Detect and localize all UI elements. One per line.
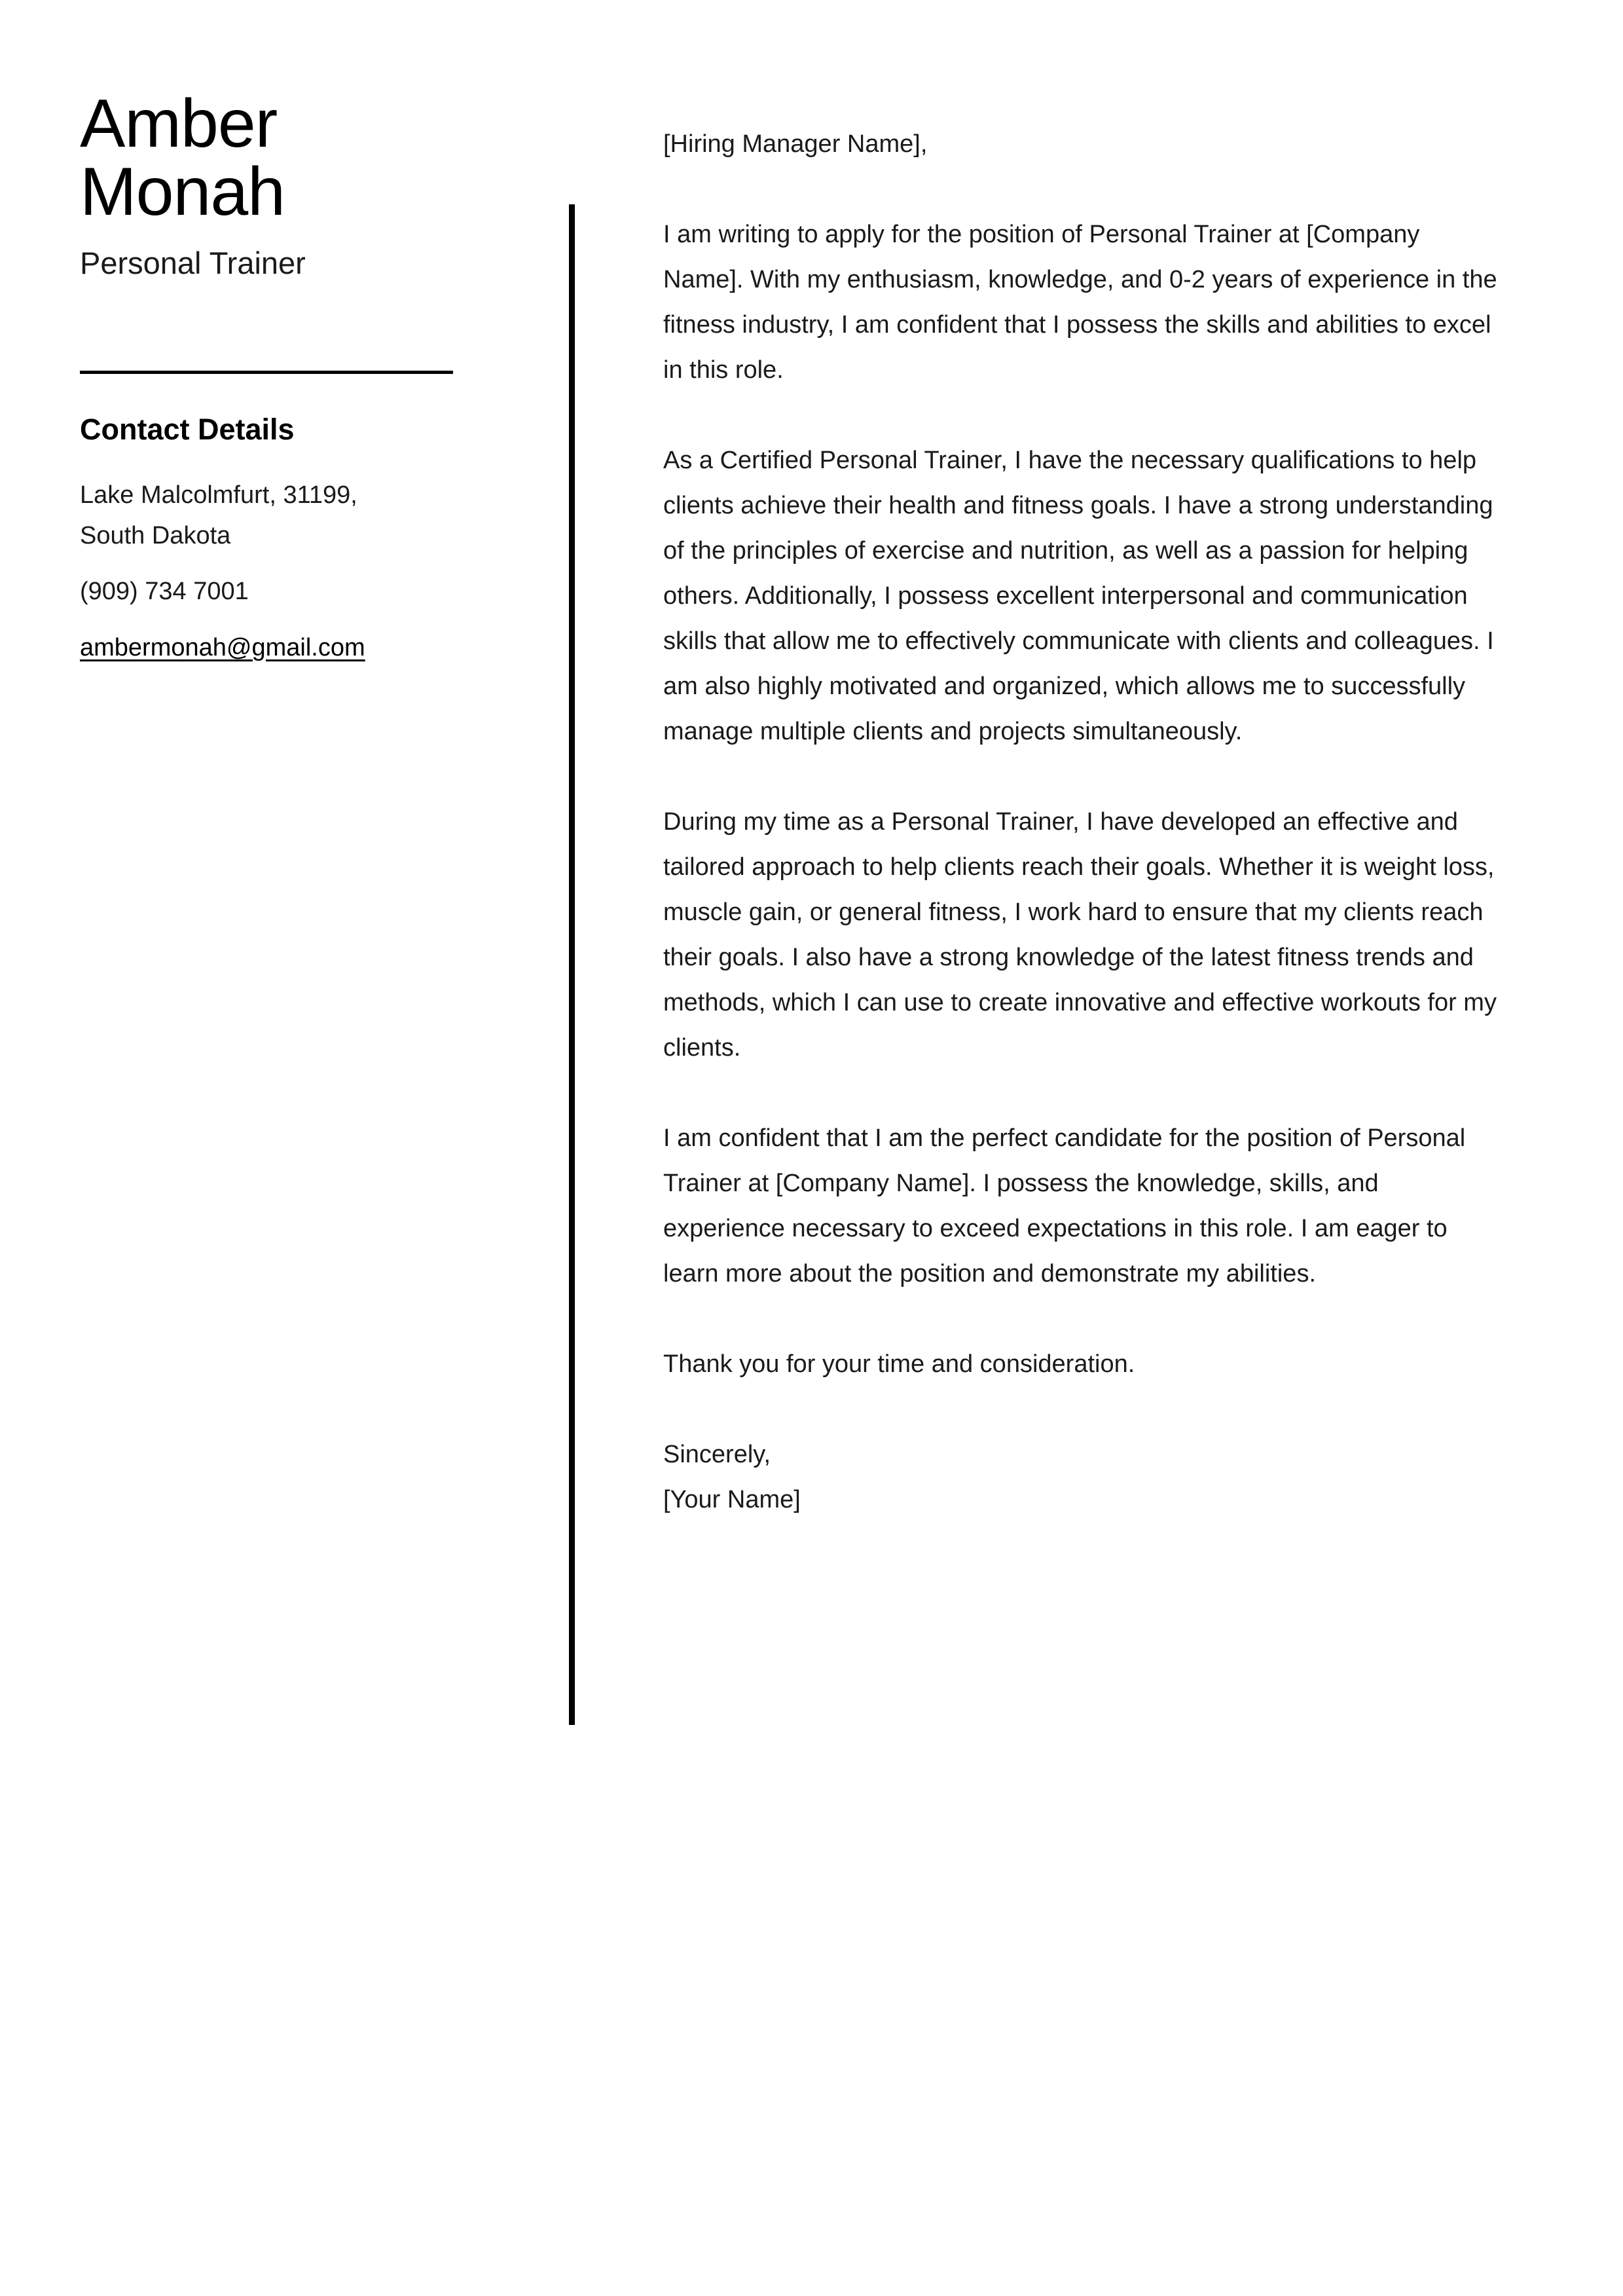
contact-details-list xyxy=(80,475,466,668)
letter-paragraph: I am writing to apply for the position of Personal Trainer at [Company Name]. With my enthusiasm, knowledge, and 0-2 years of experience in the fitness industry, I am confident that I possess the skills and abilities to excel in this role. xyxy=(663,221,1497,384)
contact-details-heading: Contact Details xyxy=(80,413,295,446)
spacer xyxy=(663,1387,1504,1432)
address-line-2: South Dakota xyxy=(80,521,231,549)
candidate-name xyxy=(80,86,473,230)
letter-thank-you: Thank you for your time and consideration. xyxy=(663,1350,1135,1378)
first-name: Amber xyxy=(80,86,278,162)
contact-phone: (909) 734 7001 xyxy=(80,578,249,606)
spacer xyxy=(663,1297,1504,1342)
letter-paragraph: During my time as a Personal Trainer, I have developed an effective and tailored approach to help clients reach their goals. Whether it is weight loss, muscle gain, or general fitness, I work hard to ensure that my clients reach their goals. I also have a strong knowledge of the latest fitness trends and methods, which I can use to create innovative and effective workouts for my clients. xyxy=(663,808,1497,1062)
last-name: Monah xyxy=(80,153,285,230)
contact-email[interactable]: ambermonah@gmail.com xyxy=(80,633,365,661)
contact-address xyxy=(80,475,466,556)
letter-closing: Sincerely, xyxy=(663,1441,771,1468)
letter-body xyxy=(663,122,1504,1523)
job-title: Personal Trainer xyxy=(80,245,306,280)
letter-salutation: [Hiring Manager Name], xyxy=(663,130,928,158)
sidebar-divider-rule xyxy=(80,371,453,374)
spacer xyxy=(663,393,1504,438)
letter-paragraph: I am confident that I am the perfect candidate for the position of Personal Trainer at [Company Name]. I possess the knowledge, skills, and experience necessary to exceed expectations in this role. I am eager to learn more about the position and demonstrate my abilities. xyxy=(663,1124,1466,1287)
sidebar xyxy=(80,86,473,282)
letter-signature: [Your Name] xyxy=(663,1486,801,1513)
spacer xyxy=(663,167,1504,212)
spacer xyxy=(663,754,1504,800)
vertical-divider xyxy=(569,204,575,1725)
address-line-1: Lake Malcolmfurt, 31199, xyxy=(80,481,357,509)
spacer xyxy=(663,1071,1504,1116)
letter-paragraph: As a Certified Personal Trainer, I have the necessary qualifications to help clients achieve their health and fitness goals. I have a strong understanding of the principles of exercise and nutrition, as well as a passion for helping others. Additionally, I possess excellent interpersonal and communication skills that allow me to effectively communicate with clients and colleagues. I am also highly motivated and organized, which allows me to successfully manage multiple clients and projects simultaneously. xyxy=(663,447,1494,745)
